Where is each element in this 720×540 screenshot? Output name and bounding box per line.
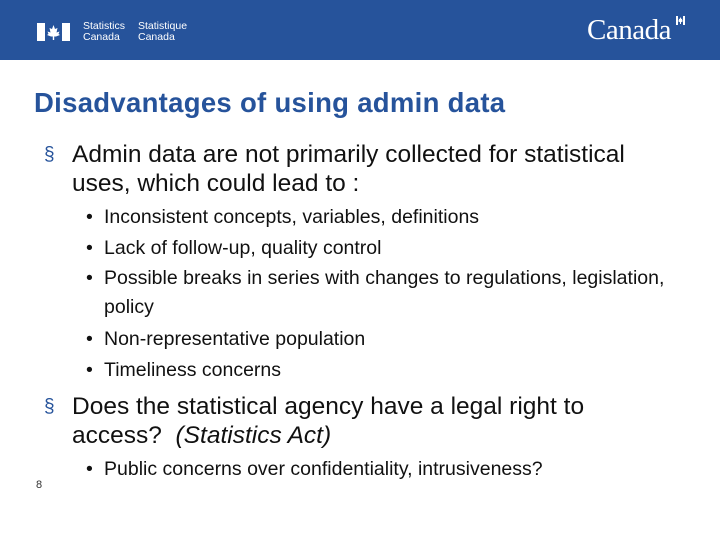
brand-fr-line1: Statistique [138,20,188,32]
wordmark-flag-icon [676,16,685,25]
bullet-dot-icon: • [86,206,93,228]
bullet-text: Does the statistical agency have a legal right to access? [72,393,585,449]
sub-bullet-possible-breaks [86,264,676,322]
sub-bullet-non-representative [86,325,686,354]
bullet-text-wrapper [72,392,664,450]
brand-en-line2: Canada [83,31,120,43]
slide-title: Disadvantages of using admin data [34,87,506,118]
bullet-dot-icon: • [86,328,93,350]
bullet-dot-icon: • [86,237,93,259]
bullet-dot-icon: • [86,267,93,289]
canada-flag-icon [37,23,70,41]
sub-bullet-text: Non-representative population [104,328,366,350]
sub-bullet-timeliness [86,356,686,385]
sub-bullet-text: Inconsistent concepts, variables, definitions [104,206,480,228]
sub-bullet-text: Lack of follow-up, quality control [104,237,382,259]
brand-fr-line2: Canada [138,31,175,43]
section-marker-icon: § [44,396,55,417]
bullet-admin-data [44,140,684,198]
sub-bullet-public-concerns [86,455,686,484]
sub-bullet-inconsistent-concepts [86,203,686,232]
bullet-legal-right [44,392,664,450]
canada-wordmark: Canada [587,14,671,46]
sub-bullet-text: Timeliness concerns [104,359,282,381]
bullet-text: Admin data are not primarily collected for statistical uses, which could lead to : [72,141,625,197]
brand-en-line1: Statistics [83,20,126,32]
statistics-canada-logo-text [83,21,125,43]
bullet-dot-icon: • [86,458,93,480]
statistique-canada-logo-text [138,21,187,43]
sub-bullet-lack-of-follow-up [86,234,686,263]
section-marker-icon: § [44,144,55,165]
bullet-dot-icon: • [86,359,93,381]
page-number: 8 [36,479,43,491]
sub-bullet-text: Possible breaks in series with changes to regulations, legislation, policy [104,267,665,318]
header-banner [0,0,720,60]
bullet-text-italic: (Statistics Act) [175,422,332,449]
sub-bullet-text: Public concerns over confidentiality, intrusiveness? [104,458,543,480]
